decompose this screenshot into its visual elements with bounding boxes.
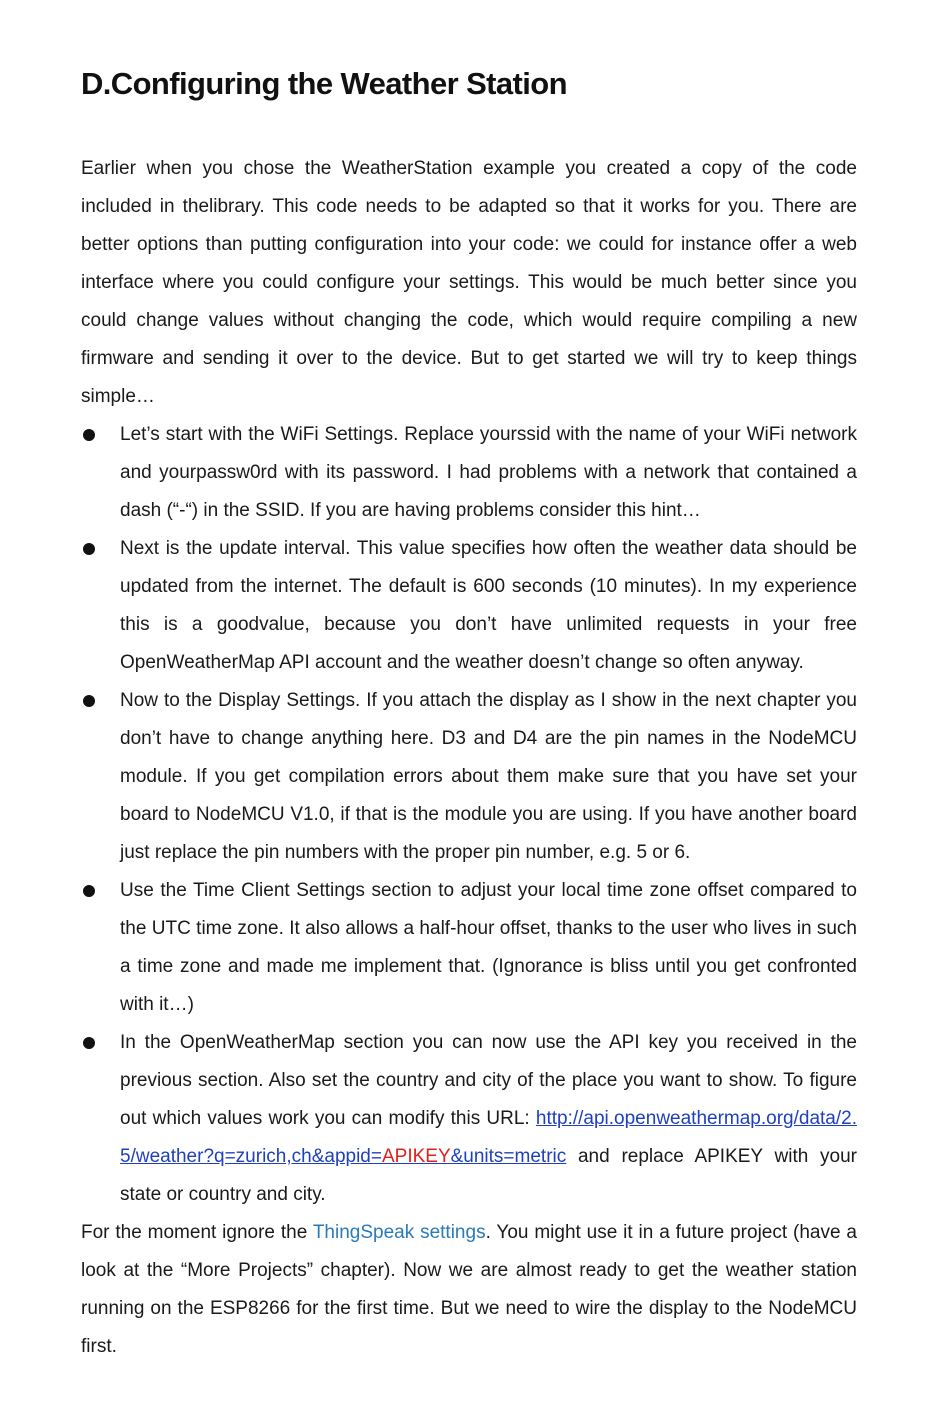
bullet-dot-icon (83, 543, 95, 555)
bullet-text: Next is the update interval. This value specifies how often the weather data should be updated from the internet. The default is 600 seconds (10 minutes). In my experience this is a goodvalue, because you don’t have unlimited requests in your free OpenWeatherMap API account and the weather doesn’t change so often anyway. (120, 538, 857, 673)
bullet-text (120, 1024, 857, 1214)
thingspeak-settings-link[interactable]: ThingSpeak settings (312, 1222, 486, 1243)
bullet-text: Let’s start with the WiFi Settings. Replace yourssid with the name of your WiFi network and yourpassw0rd with its password. I had problems with a network that contained a dash (“-“) in the SSID. If you are having problems consider this hint… (120, 424, 857, 521)
closing-paragraph (81, 1214, 857, 1366)
bullet-text: Use the Time Client Settings section to adjust your local time zone offset compared to the UTC time zone. It also allows a half-hour offset, thanks to the user who lives in such a time zone and made me implement that. (Ignorance is bliss until you get confronted with it…) (120, 880, 857, 1015)
settings-bullet-list (81, 416, 857, 1214)
intro-paragraph: Earlier when you chose the WeatherStation example you created a copy of the code included in thelibrary. This code needs to be adapted so that it works for you. There are better options than putting configuration into your code: we could for instance offer a web interface where you could configure your settings. This would be much better since you could change values without changing the code, which would require compiling a new firmware and sending it over to the device. But to get started we will try to keep things simple… (81, 158, 857, 407)
section-heading: D.Configuring the Weather Station (81, 66, 567, 101)
bullet-text: Now to the Display Settings. If you attach the display as I show in the next chapter you don’t have to change anything here. D3 and D4 are the pin names in the NodeMCU module. If you get compilation errors about them make sure that you have set your board to NodeMCU V1.0, if that is the module you are using. If you have another board just replace the pin numbers with the proper pin number, e.g. 5 or 6. (120, 690, 857, 863)
bullet-time-client-settings (81, 872, 857, 1024)
bullet-dot-icon (83, 885, 95, 897)
url-part-1: http://api.openweathermap.org/data/2.5/weather?q=zurich,ch&appid= (120, 1108, 857, 1167)
bullet-dot-icon (83, 1037, 95, 1049)
bullet-dot-icon (83, 695, 95, 707)
closing-text-before: For the moment ignore the (81, 1222, 313, 1243)
url-part-2: &units=metric (450, 1146, 567, 1167)
bullet-openweathermap (81, 1024, 857, 1214)
bullet-text-after-url: and replace APIKEY with your state or country and city. (120, 1146, 857, 1205)
bullet-dot-icon (83, 429, 95, 441)
bullet-text-before-url: In the OpenWeatherMap section you can now use the API key you received in the previous section. Also set the country and city of the place you want to show. To figure out which values work you can modify this URL: (120, 1032, 857, 1129)
closing-text-after: . You might use it in a future project (have a look at the “More Projects” chapter). Now we are almost ready to get the weather station running on the ESP8266 for the first time. But we need to wire the display to the NodeMCU first. (81, 1222, 857, 1357)
bullet-display-settings (81, 682, 857, 872)
url-apikey: APIKEY (381, 1146, 451, 1167)
bullet-wifi-settings (81, 416, 857, 530)
bullet-update-interval (81, 530, 857, 682)
